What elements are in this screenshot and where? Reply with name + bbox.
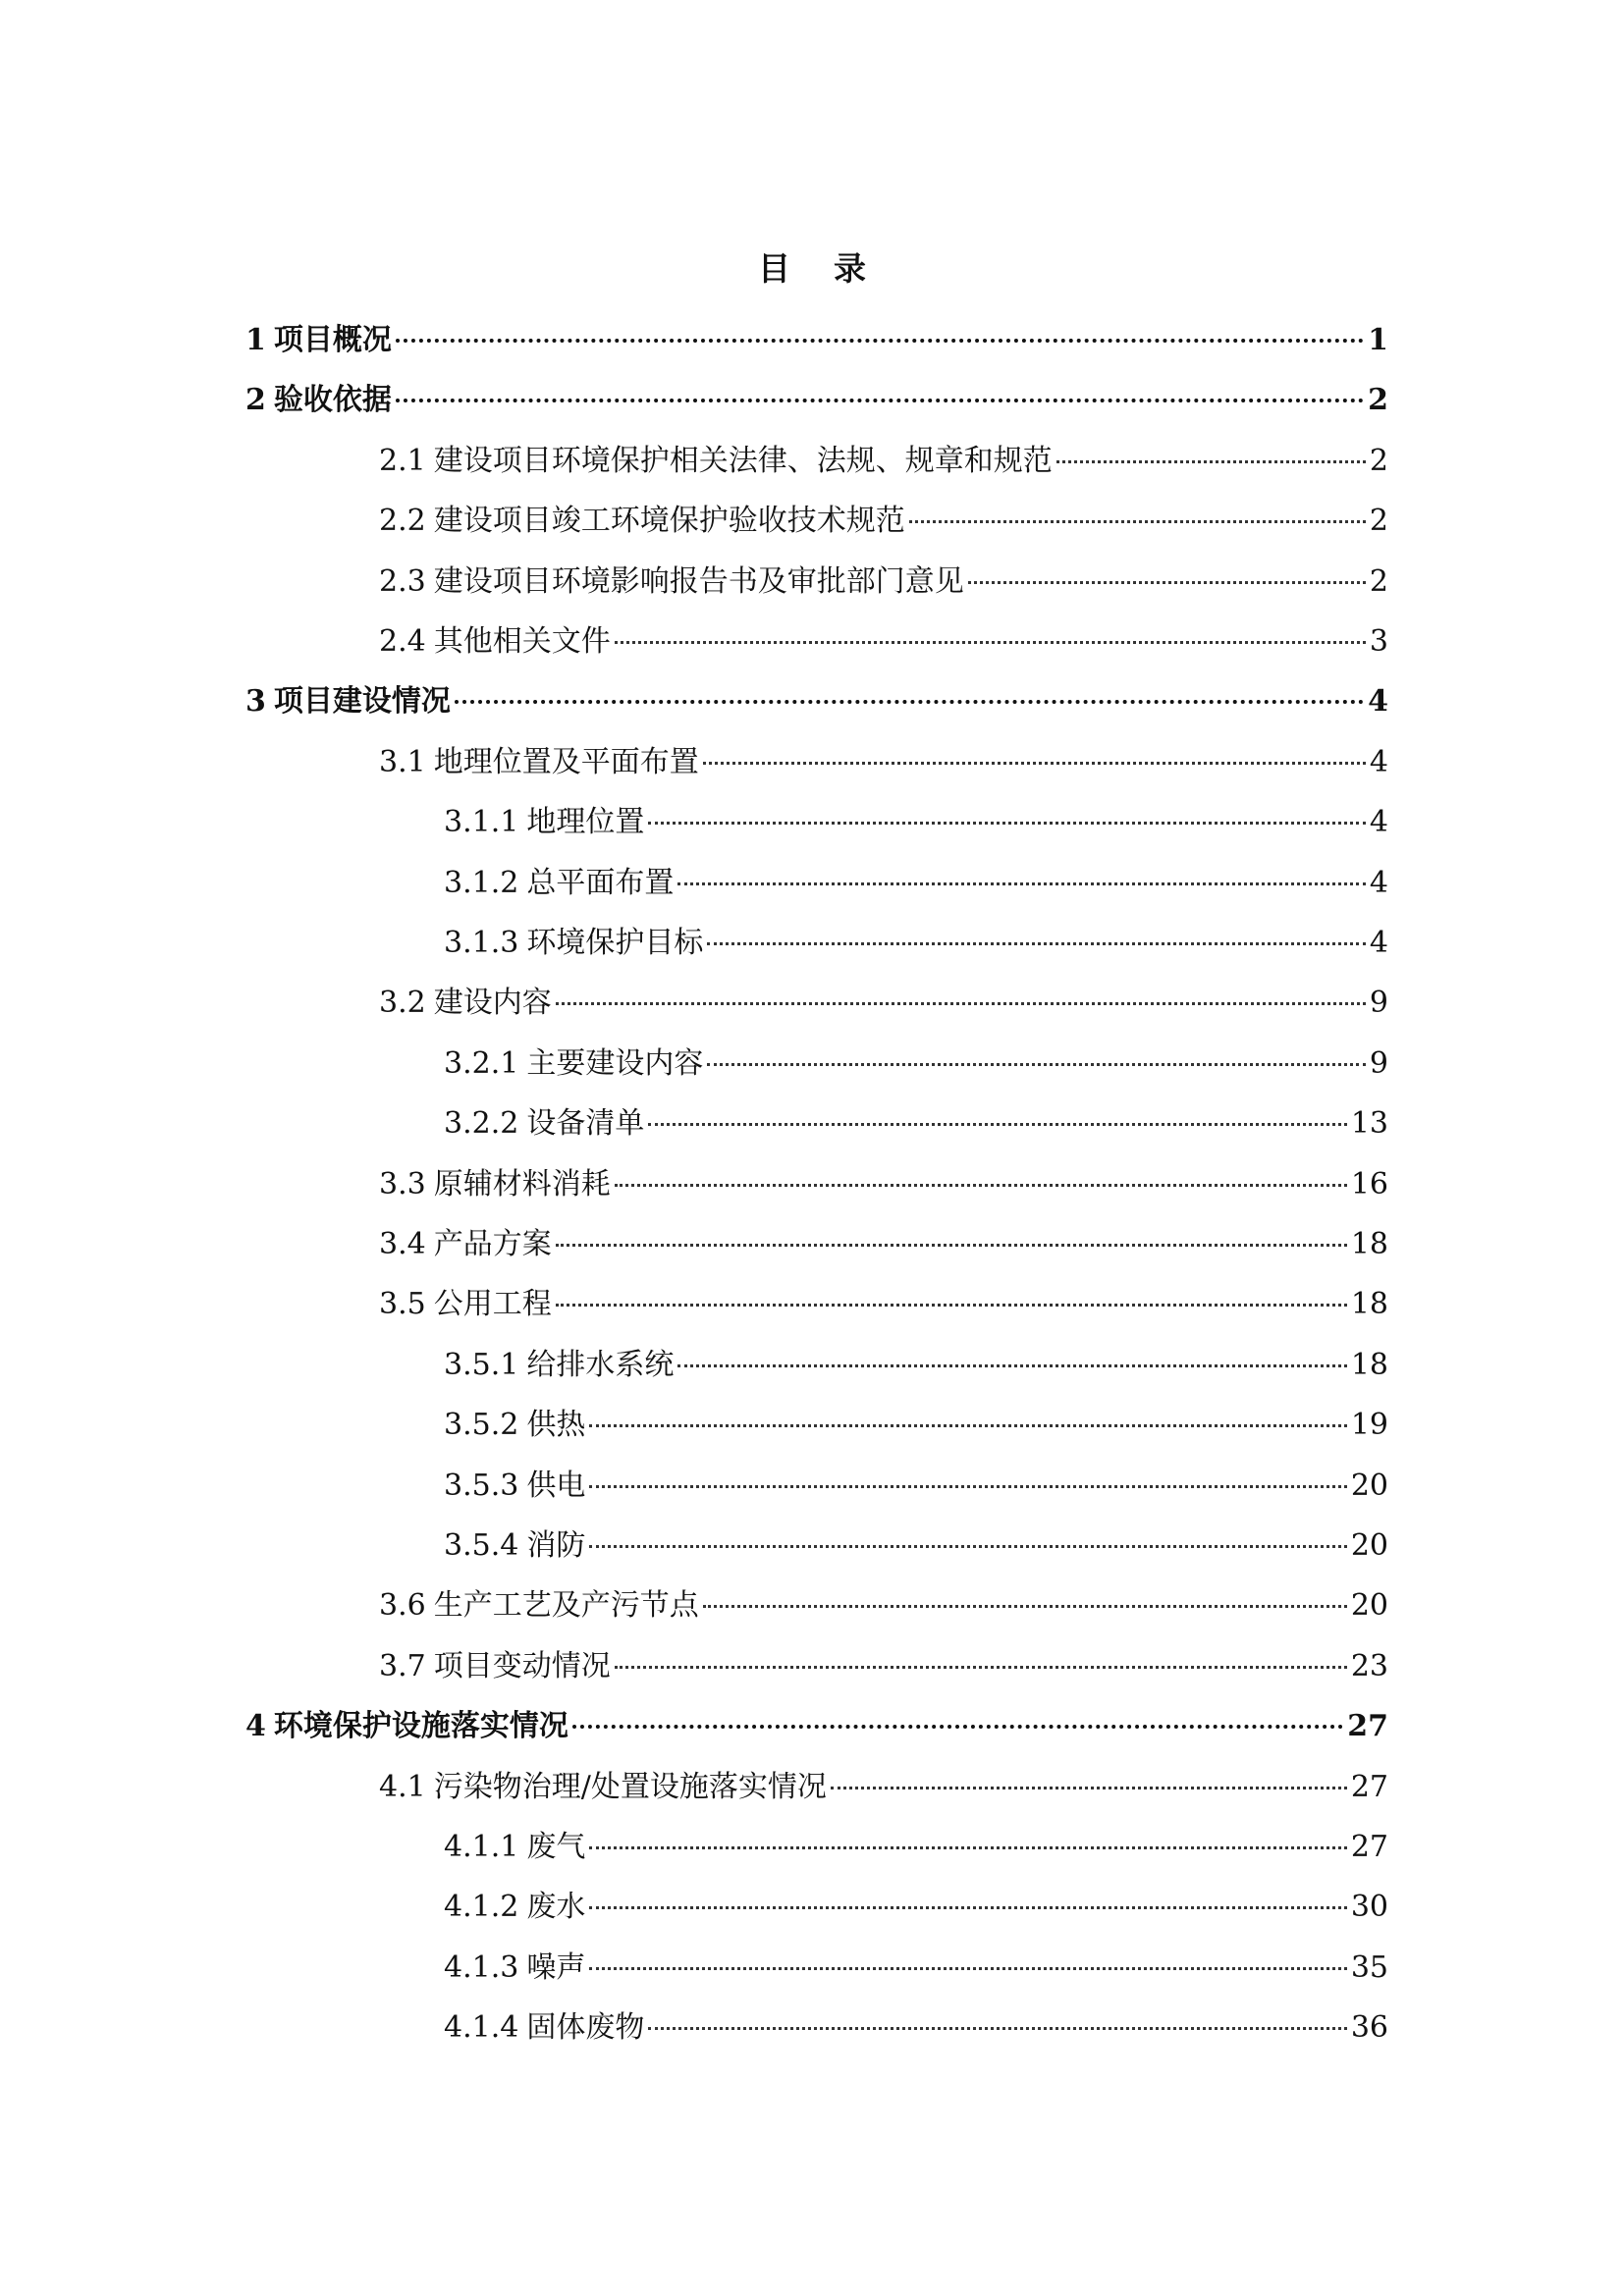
toc-entry[interactable] — [379, 442, 1388, 481]
toc-title-char-2: 录 — [834, 249, 866, 288]
toc-entry-label — [444, 803, 644, 842]
toc-entry-number: 2.1 — [379, 444, 426, 478]
toc-entry[interactable] — [379, 1647, 1388, 1686]
toc-entry-number: 3.5.3 — [444, 1468, 519, 1503]
toc-dot-leader — [648, 822, 1366, 825]
toc-entry[interactable] — [444, 1044, 1388, 1084]
toc-dot-leader — [615, 641, 1366, 644]
toc-entry-title: 产品方案 — [433, 1227, 552, 1261]
toc-entry-title: 原辅材料消耗 — [433, 1167, 611, 1201]
toc-entry-label — [245, 682, 451, 721]
toc-dot-leader — [648, 1123, 1346, 1126]
toc-entry-number: 3.5.1 — [444, 1348, 519, 1382]
toc-entry-page-number: 2 — [1368, 383, 1388, 417]
toc-entry-number: 3.1.1 — [444, 805, 519, 839]
toc-entry-label — [444, 1346, 674, 1385]
toc-entry[interactable] — [444, 924, 1388, 963]
toc-dot-leader — [589, 1485, 1346, 1488]
toc-entry[interactable] — [444, 1104, 1388, 1144]
toc-dot-leader — [589, 1424, 1346, 1427]
toc-entry-page-number: 19 — [1350, 1408, 1388, 1442]
toc-dot-leader — [556, 1304, 1347, 1307]
toc-entry-page-number: 4 — [1369, 805, 1388, 839]
toc-entry[interactable] — [379, 562, 1388, 602]
toc-entry-label — [444, 1044, 703, 1084]
toc-entry-page-number: 30 — [1350, 1890, 1388, 1924]
toc-entry-title: 项目建设情况 — [273, 684, 451, 719]
toc-entry-title: 地理位置及平面布置 — [433, 745, 699, 779]
toc-entry-page-number: 2 — [1369, 564, 1388, 599]
toc-entry-label — [379, 622, 611, 662]
toc-entry-title: 项目变动情况 — [433, 1649, 611, 1683]
toc-entry-number: 3.1.2 — [444, 866, 519, 900]
toc-dot-leader — [589, 1967, 1346, 1970]
toc-entry-label — [379, 562, 964, 602]
toc-dot-leader — [909, 520, 1366, 523]
toc-dot-leader — [396, 399, 1364, 402]
toc-entry-page-number: 23 — [1350, 1649, 1388, 1683]
toc-entry-number: 3.5.4 — [444, 1528, 519, 1563]
toc-entry-label — [444, 1949, 585, 1988]
toc-entry-label — [245, 381, 392, 420]
toc-entry-label — [379, 1586, 699, 1626]
toc-entry-title: 公用工程 — [433, 1287, 552, 1321]
toc-entry[interactable] — [444, 1467, 1388, 1506]
toc-entry-title: 其他相关文件 — [433, 624, 611, 659]
toc-entry-page-number: 2 — [1369, 444, 1388, 478]
toc-entry[interactable] — [245, 1707, 1388, 1746]
toc-entry[interactable] — [245, 682, 1388, 721]
toc-entry-title: 地理位置 — [526, 805, 645, 839]
toc-dot-leader — [1056, 460, 1366, 463]
toc-entry-title: 供热 — [526, 1408, 586, 1442]
toc-entry-page-number: 18 — [1350, 1287, 1388, 1321]
toc-entry-page-number: 20 — [1350, 1588, 1388, 1623]
toc-entry[interactable] — [444, 803, 1388, 842]
toc-entry-number: 3.2 — [379, 986, 426, 1020]
toc-entry-page-number: 13 — [1350, 1106, 1388, 1141]
toc-entry-page-number: 20 — [1350, 1468, 1388, 1503]
toc-entry-title: 固体废物 — [526, 2010, 645, 2045]
toc-entry[interactable] — [379, 984, 1388, 1023]
toc-entry-page-number: 4 — [1368, 684, 1388, 719]
toc-entry-number: 4.1 — [379, 1770, 426, 1804]
toc-entry-label — [379, 442, 1053, 481]
toc-entry-title: 项目概况 — [273, 323, 392, 357]
toc-entry-label — [444, 1526, 585, 1566]
toc-dot-leader — [589, 1545, 1346, 1548]
toc-entry-number: 2.3 — [379, 564, 426, 599]
toc-entry[interactable] — [444, 1406, 1388, 1445]
toc-entry-page-number: 2 — [1369, 504, 1388, 538]
toc-entry[interactable] — [379, 1165, 1388, 1204]
toc-entry-label — [444, 1467, 585, 1506]
toc-entry-label — [444, 924, 703, 963]
toc-entry-title: 建设项目环境保护相关法律、法规、规章和规范 — [433, 444, 1053, 478]
toc-entry[interactable] — [444, 1526, 1388, 1566]
toc-entry-page-number: 20 — [1350, 1528, 1388, 1563]
toc-entry-title: 生产工艺及产污节点 — [433, 1588, 699, 1623]
toc-entry-title: 环境保护设施落实情况 — [273, 1709, 568, 1743]
toc-entry-page-number: 18 — [1350, 1227, 1388, 1261]
toc-entry-title: 总平面布置 — [526, 866, 675, 900]
toc-entry-number: 1 — [245, 323, 266, 357]
toc-entry-number: 3.2.2 — [444, 1106, 519, 1141]
toc-entry-number: 3.2.1 — [444, 1046, 519, 1081]
toc-entry-number: 2 — [245, 383, 266, 417]
toc-entry-number: 3.1.3 — [444, 926, 519, 960]
toc-dot-leader — [677, 1364, 1346, 1367]
toc-dot-leader — [615, 1666, 1347, 1669]
toc-dot-leader — [455, 700, 1364, 704]
toc-entry-label — [444, 1888, 585, 1927]
toc-entry-label — [444, 2008, 644, 2048]
toc-entry-label — [379, 1768, 827, 1807]
toc-dot-leader — [589, 1906, 1346, 1909]
toc-entry-page-number: 3 — [1369, 624, 1388, 659]
toc-entry[interactable] — [379, 622, 1388, 662]
toc-title — [0, 243, 1624, 290]
toc-entry-page-number: 4 — [1369, 866, 1388, 900]
toc-dot-leader — [968, 581, 1366, 584]
toc-entry-number: 2.2 — [379, 504, 426, 538]
toc-entry-page-number: 4 — [1369, 926, 1388, 960]
toc-title-char-1: 目 — [758, 249, 790, 288]
toc-entry-number: 3.5.2 — [444, 1408, 519, 1442]
toc-entry-label — [245, 321, 392, 360]
toc-entry-title: 建设项目环境影响报告书及审批部门意见 — [433, 564, 964, 599]
toc-entry-title: 给排水系统 — [526, 1348, 675, 1382]
toc-entry[interactable] — [379, 743, 1388, 782]
toc-entry-title: 供电 — [526, 1468, 586, 1503]
toc-entry-number: 3.3 — [379, 1167, 426, 1201]
toc-entry-title: 建设内容 — [433, 986, 552, 1020]
toc-dot-leader — [556, 1002, 1366, 1005]
toc-entry-page-number: 9 — [1369, 986, 1388, 1020]
toc-entry[interactable] — [379, 502, 1388, 541]
toc-entry-label — [379, 984, 552, 1023]
toc-entry-label — [245, 1707, 568, 1746]
toc-entry-page-number: 16 — [1350, 1167, 1388, 1201]
toc-entry-number: 4.1.3 — [444, 1950, 519, 1985]
toc-dot-leader — [831, 1787, 1347, 1789]
toc-entry-page-number: 27 — [1347, 1709, 1388, 1743]
toc-entry-label — [444, 1406, 585, 1445]
toc-entry[interactable] — [444, 1888, 1388, 1927]
toc-dot-leader — [556, 1244, 1347, 1247]
toc-entry-title: 废水 — [526, 1890, 586, 1924]
toc-entry[interactable] — [245, 321, 1388, 360]
toc-entry-label — [444, 864, 674, 903]
toc-entry[interactable] — [444, 2008, 1388, 2048]
toc-dot-leader — [703, 762, 1366, 765]
toc-dot-leader — [589, 1846, 1346, 1849]
toc-entry-number: 4.1.1 — [444, 1830, 519, 1864]
toc-entry[interactable] — [444, 1949, 1388, 1988]
toc-entry-number: 3.7 — [379, 1649, 426, 1683]
toc-entry-number: 3.1 — [379, 745, 426, 779]
toc-dot-leader — [703, 1605, 1347, 1608]
toc-entry-label — [379, 1225, 552, 1264]
toc-dot-leader — [396, 339, 1364, 343]
toc-entry-page-number: 27 — [1350, 1770, 1388, 1804]
toc-entry-number: 3.6 — [379, 1588, 426, 1623]
toc-entry-label — [379, 1285, 552, 1324]
toc-dot-leader — [707, 1063, 1366, 1066]
toc-entry-label — [379, 743, 699, 782]
toc-entry-title: 建设项目竣工环境保护验收技术规范 — [433, 504, 905, 538]
toc-entry-label — [379, 502, 905, 541]
toc-entry-label — [444, 1828, 585, 1867]
toc-entry-page-number: 35 — [1350, 1950, 1388, 1985]
toc-entry-page-number: 1 — [1368, 323, 1388, 357]
toc-entry-number: 4.1.4 — [444, 2010, 519, 2045]
toc-entry-number: 3.4 — [379, 1227, 426, 1261]
toc-entry-number: 3.5 — [379, 1287, 426, 1321]
toc-entry-title: 噪声 — [526, 1950, 586, 1985]
toc-dot-leader — [572, 1725, 1343, 1729]
toc-entry[interactable] — [379, 1285, 1388, 1324]
toc-entry-page-number: 36 — [1350, 2010, 1388, 2045]
toc-entry-title: 消防 — [526, 1528, 586, 1563]
toc-entry-number: 4 — [245, 1709, 266, 1743]
toc-entry[interactable] — [379, 1768, 1388, 1807]
toc-dot-leader — [648, 2027, 1346, 2030]
toc-entry-number: 4.1.2 — [444, 1890, 519, 1924]
toc-dot-leader — [707, 942, 1366, 945]
toc-entry-page-number: 18 — [1350, 1348, 1388, 1382]
toc-entry[interactable] — [444, 864, 1388, 903]
toc-entry-number: 2.4 — [379, 624, 426, 659]
toc-entry[interactable] — [379, 1225, 1388, 1264]
toc-dot-leader — [615, 1184, 1347, 1187]
toc-entry-title: 污染物治理/处置设施落实情况 — [433, 1770, 827, 1804]
toc-entry[interactable] — [245, 381, 1388, 420]
toc-dot-leader — [677, 882, 1366, 885]
toc-entry-page-number: 9 — [1369, 1046, 1388, 1081]
toc-entry-title: 设备清单 — [526, 1106, 645, 1141]
toc-entry[interactable] — [444, 1828, 1388, 1867]
toc-entry-label — [379, 1647, 611, 1686]
toc-entry-title: 主要建设内容 — [526, 1046, 704, 1081]
toc-entry-label — [444, 1104, 644, 1144]
toc-entry[interactable] — [379, 1586, 1388, 1626]
toc-entry-page-number: 4 — [1369, 745, 1388, 779]
toc-entry-title: 环境保护目标 — [526, 926, 704, 960]
toc-entry-number: 3 — [245, 684, 266, 719]
toc-entry-page-number: 27 — [1350, 1830, 1388, 1864]
toc-entry-title: 废气 — [526, 1830, 586, 1864]
toc-entry[interactable] — [444, 1346, 1388, 1385]
toc-entry-title: 验收依据 — [273, 383, 392, 417]
toc-entry-label — [379, 1165, 611, 1204]
